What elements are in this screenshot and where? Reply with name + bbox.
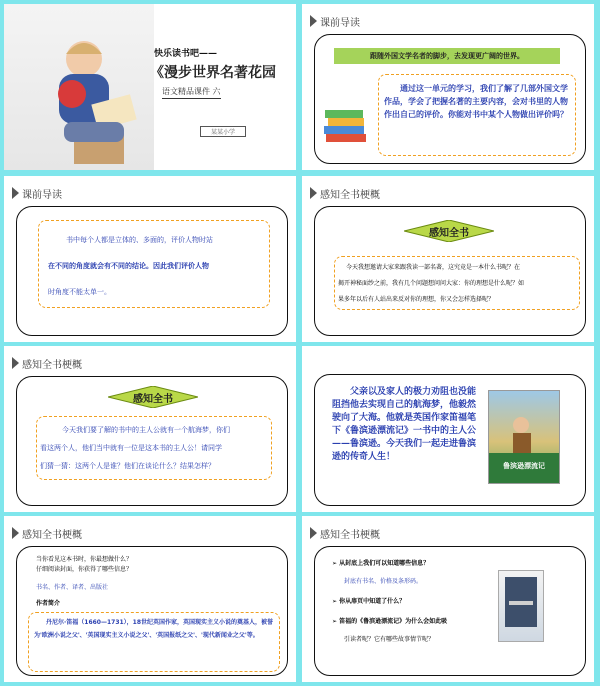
banner: 跟随外国文学名者的脚步，去发现更广阔的世界。 [334,48,560,64]
slide-header: 课前导读 [320,14,360,29]
slide-overview-1 [302,176,594,342]
body-line-2: 在不同的角度就会有不同的结论。因此我们评价人物 [48,262,209,270]
slide-overview-4 [302,516,594,682]
books-icon [322,108,370,144]
cover-info: 书名、作者、译者、出版社 [36,584,109,591]
slide-header: 感知全书梗概 [320,526,380,541]
bullet-3-cont: 引读者呢？它有哪些故事情节呢？ [344,636,435,643]
body-line-3: 们猜一猜：这两个人是谁？他们在谈论什么？结果怎样？ [40,462,215,470]
intro-label: 作者简介 [36,600,61,607]
bullet-1: ➢ 从封底上我们可以知道哪些信息？ [332,560,430,567]
body-text: 父亲以及家人的极力劝阻也没能阻挡他去实现自己的航海梦，他毅然驶向了大海。他就是英国作家笛福笔下《鲁滨逊漂流记》一书中的主人公——鲁滨逊。今天我们一起走进鲁滨逊的传奇人生！ [332,387,477,462]
title-main: 《漫步世界名著花园 [150,65,276,81]
slide-preview-2 [4,176,296,342]
question-1: 当你看见这本书时，你最想做什么？ [36,556,133,563]
boy-reading-image [4,4,154,170]
slide-overview-3 [4,516,296,682]
body-line-2: 揭开神秘面纱之前，我有几个问题想问问大家：你的理想是什么呢？如 [338,280,525,287]
slide-header: 感知全书梗概 [22,356,82,371]
question-2: 仔细阅读封面，你获得了哪些信息？ [36,566,133,573]
bullet-1-text: 从封底上我们可以知道哪些信息？ [339,560,430,567]
body-line-3: 时角度不能太单一。 [48,288,111,296]
title-small: 快乐读书吧—— [154,49,218,59]
slide-cover [4,4,296,170]
section-badge: 感知全书 [108,386,198,408]
bullet-1-answer: 封底有书名、价格及条形码。 [344,578,423,585]
body-line-1: 今天我想邀请大家来跟我读一部名著，这究竟是一本什么书呢？在 [346,264,521,271]
book-cover-title: 鲁滨逊漂流记 [503,462,545,470]
slide-header: 课前导读 [22,186,62,201]
school-tag: 某某小学 [200,126,246,137]
subtitle: 语文精品课件 六 [162,86,221,99]
book-photo-image [498,570,544,642]
book-cover-image [488,390,560,484]
slide-header: 感知全书梗概 [320,186,380,201]
bullet-2-text: 你从扉页中知道了什么？ [339,598,406,605]
bullet-2: ➢ 你从扉页中知道了什么？ [332,598,406,605]
bullet-3-text: 笛福的《鲁滨逊漂流记》为什么会如此吸 [339,618,448,625]
slide-story-intro [302,346,594,512]
bullet-3: ➢ 笛福的《鲁滨逊漂流记》为什么会如此吸 [332,618,448,625]
body-line-2: 看这两个人，他们当中就有一位是这本书的主人公！请同学 [40,444,222,452]
author-intro: 丹尼尔·笛福（1660—1731），18世纪英国作家，英国现实主义小说的奠基人，被誉为'欧洲小说之父'、'英国现实主义小说之父'、'英国报纸之父'、'现代新闻业之父'等。 [34,619,274,639]
body-line-3: 果多年以后有人站出来反对你的理想，你又会怎样选择呢？ [338,296,495,303]
slide-header: 感知全书梗概 [22,526,82,541]
body-text: 通过这一单元的学习，我们了解了几部外国文学作品，学会了把握名著的主要内容，会对书里的人物作出自己的评价。你能对书中某个人物做出评价吗？ [384,84,568,119]
body-line-1: 书中每个人都是立体的、多面的，评价人物时站 [66,236,213,244]
body-line-1: 今天我们要了解的书中的主人公就有一个航海梦，你们 [62,426,230,434]
section-badge: 感知全书 [404,220,494,242]
slide-overview-2 [4,346,296,512]
slide-preview-1 [302,4,594,170]
boy-illustration [4,4,154,170]
